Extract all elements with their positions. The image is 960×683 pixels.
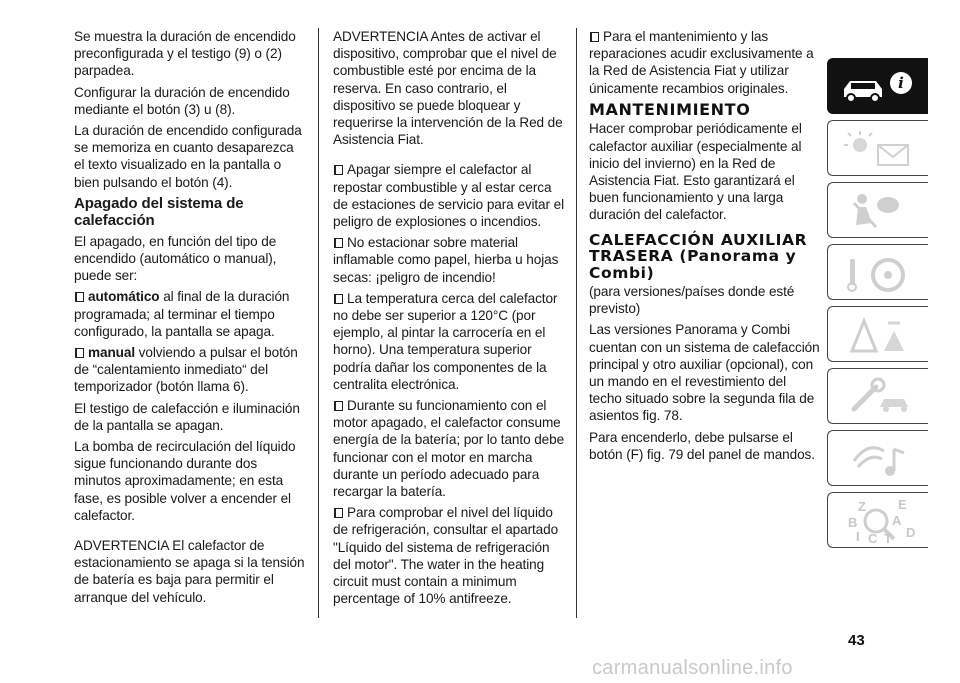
wrench-car-icon	[828, 369, 929, 425]
bullet-marker-icon	[333, 507, 343, 517]
index-letter: C	[868, 531, 878, 546]
paragraph: El apagado, en función del tipo de encendido (automático o manual), puede ser:	[74, 233, 277, 284]
index-letter: B	[848, 515, 858, 530]
index-letter: D	[906, 525, 916, 540]
bullet-text: Apagar siempre el calefactor al repostar combustible y al estar cerca de estaciones de servicio para evitar el peligro de explosiones o incendios.	[333, 162, 564, 230]
bullet-marker-icon	[333, 164, 343, 174]
column-right	[589, 28, 821, 467]
svg-text:i: i	[898, 74, 904, 92]
column-left	[74, 28, 306, 610]
page-number: 43	[848, 632, 865, 649]
road-warning-icon	[828, 307, 929, 363]
warning-paragraph: ADVERTENCIA El calefactor de estacionamiento se apaga si la tensión de batería es baja para permitir el arranque del vehículo.	[74, 538, 305, 605]
bullet-text: No estacionar sobre material inflamable como papel, hierba u hojas secas: ¡peligro de incendio!	[333, 235, 559, 285]
tab-alphabetical-index[interactable]	[827, 492, 928, 548]
alphabet-index-icon	[828, 493, 929, 549]
watermark: carmanualsonline.info	[592, 657, 793, 679]
bullet-text: Para el mantenimiento y las reparaciones acudir exclusivamente a la Red de Asistencia Fiat y utilizar únicamente recambios originales.	[589, 29, 814, 96]
paragraph: Configurar la duración de encendido mediante el botón (3) u (8).	[74, 84, 290, 117]
airbag-seat-icon	[828, 183, 929, 239]
bullet-text: Durante su funcionamiento con el motor apagado, el calefactor consume energía de la batería; por lo tanto debe funcionar con el motor en marcha durante un período adecuado para recargar la batería.	[333, 398, 565, 500]
index-letter: Z	[858, 499, 866, 514]
section-subtitle: Apagado del sistema de calefacción	[74, 194, 244, 230]
bullet-item	[74, 288, 306, 340]
bullet-item	[589, 28, 821, 97]
tab-multimedia[interactable]	[827, 430, 928, 486]
bullet-keyword: automático	[88, 289, 160, 305]
steering-key-icon	[828, 245, 929, 301]
tab-emergency[interactable]	[827, 306, 928, 362]
tab-car-info[interactable]	[827, 58, 928, 114]
index-letter: A	[892, 513, 902, 528]
bullet-marker-icon	[333, 293, 343, 303]
bullet-marker-icon	[589, 31, 599, 41]
tab-airbag-safety[interactable]	[827, 182, 928, 238]
index-letter: E	[898, 497, 907, 512]
section-heading: MANTENIMIENTO	[589, 99, 751, 119]
bullet-item	[74, 344, 306, 396]
paragraph: La duración de encendido configurada se memoriza en cuanto desaparezca el texto visualizado en la pantalla o bien pulsando el botón (4).	[74, 123, 302, 190]
music-nav-icon	[828, 431, 929, 487]
paragraph: La bomba de recirculación del líquido sigue funcionando durante dos minutos aproximadamente; en esta fase, es posible volver a encender el calefactor.	[74, 439, 296, 523]
bullet-item	[333, 161, 569, 230]
warning-paragraph: ADVERTENCIA Antes de activar el dispositivo, comprobar que el nivel de combustible esté por encima de la reserva. En caso contrario, el dispositivo se puede bloquear y requerirse la intervención de la Red de Asistencia Fiat.	[333, 29, 563, 148]
bullet-item	[333, 504, 569, 607]
tab-warning-lights[interactable]	[827, 120, 928, 176]
bullet-text: volviendo a pulsar el botón de “calentamiento inmediato“ del temporizador (botón llama 6).	[74, 345, 298, 395]
index-letter: T	[884, 531, 892, 546]
paragraph: Para encenderlo, debe pulsarse el botón (F) fig. 79 del panel de mandos.	[589, 429, 815, 462]
bullet-item	[333, 290, 569, 393]
paragraph: Hacer comprobar periódicamente el calefactor auxiliar (especialmente al inicio del invierno) en la Red de Asistencia Fiat. Esto garantizará el buen funcionamiento y una larga duración del calefactor.	[589, 121, 802, 223]
bullet-marker-icon	[333, 400, 343, 410]
index-letter: I	[856, 529, 860, 544]
bullet-keyword: manual	[88, 345, 135, 361]
bullet-text: Para comprobar el nivel del líquido de refrigeración, consultar el apartado "Líquido del sistema de refrigeración del motor". The water in the heating circuit must contain a minimum percentage of 10% antifreeze.	[333, 505, 559, 607]
car-info-icon	[828, 59, 929, 115]
paragraph: Las versiones Panorama y Combi cuentan con un sistema de calefacción principal y otro auxiliar (opcional), con un mando en el revestimiento del techo situado sobre la segunda fila de asientos fig. 78.	[589, 322, 820, 424]
column-divider	[318, 28, 319, 618]
tab-maintenance[interactable]	[827, 368, 928, 424]
bullet-marker-icon	[74, 291, 84, 301]
paragraph: Se muestra la duración de encendido preconfigurada y el testigo (9) o (2) parpadea.	[74, 29, 296, 79]
bullet-marker-icon	[333, 237, 343, 247]
column-middle	[333, 28, 569, 612]
bullet-marker-icon	[74, 347, 84, 357]
bullet-item	[333, 397, 569, 500]
warning-lights-icon	[828, 121, 929, 177]
bullet-text: al final de la duración programada; al terminar el tiempo configurado, la pantalla se apaga.	[74, 289, 290, 339]
bullet-text: La temperatura cerca del calefactor no debe ser superior a 120°C (por ejemplo, al pintar la carrocería en el horno). Una temperatura superior podría dañar los componentes de la centralita electrónica.	[333, 290, 558, 392]
column-divider	[576, 28, 577, 618]
section-heading: CALEFACCIÓN AUXILIAR TRASERA (Panorama y Combi)	[589, 230, 808, 282]
bullet-item	[333, 234, 569, 286]
paragraph: El testigo de calefacción e iluminación de la pantalla se apagan.	[74, 400, 300, 433]
paragraph: (para versiones/países donde esté previsto)	[589, 284, 795, 317]
tab-starting-driving[interactable]	[827, 244, 928, 300]
